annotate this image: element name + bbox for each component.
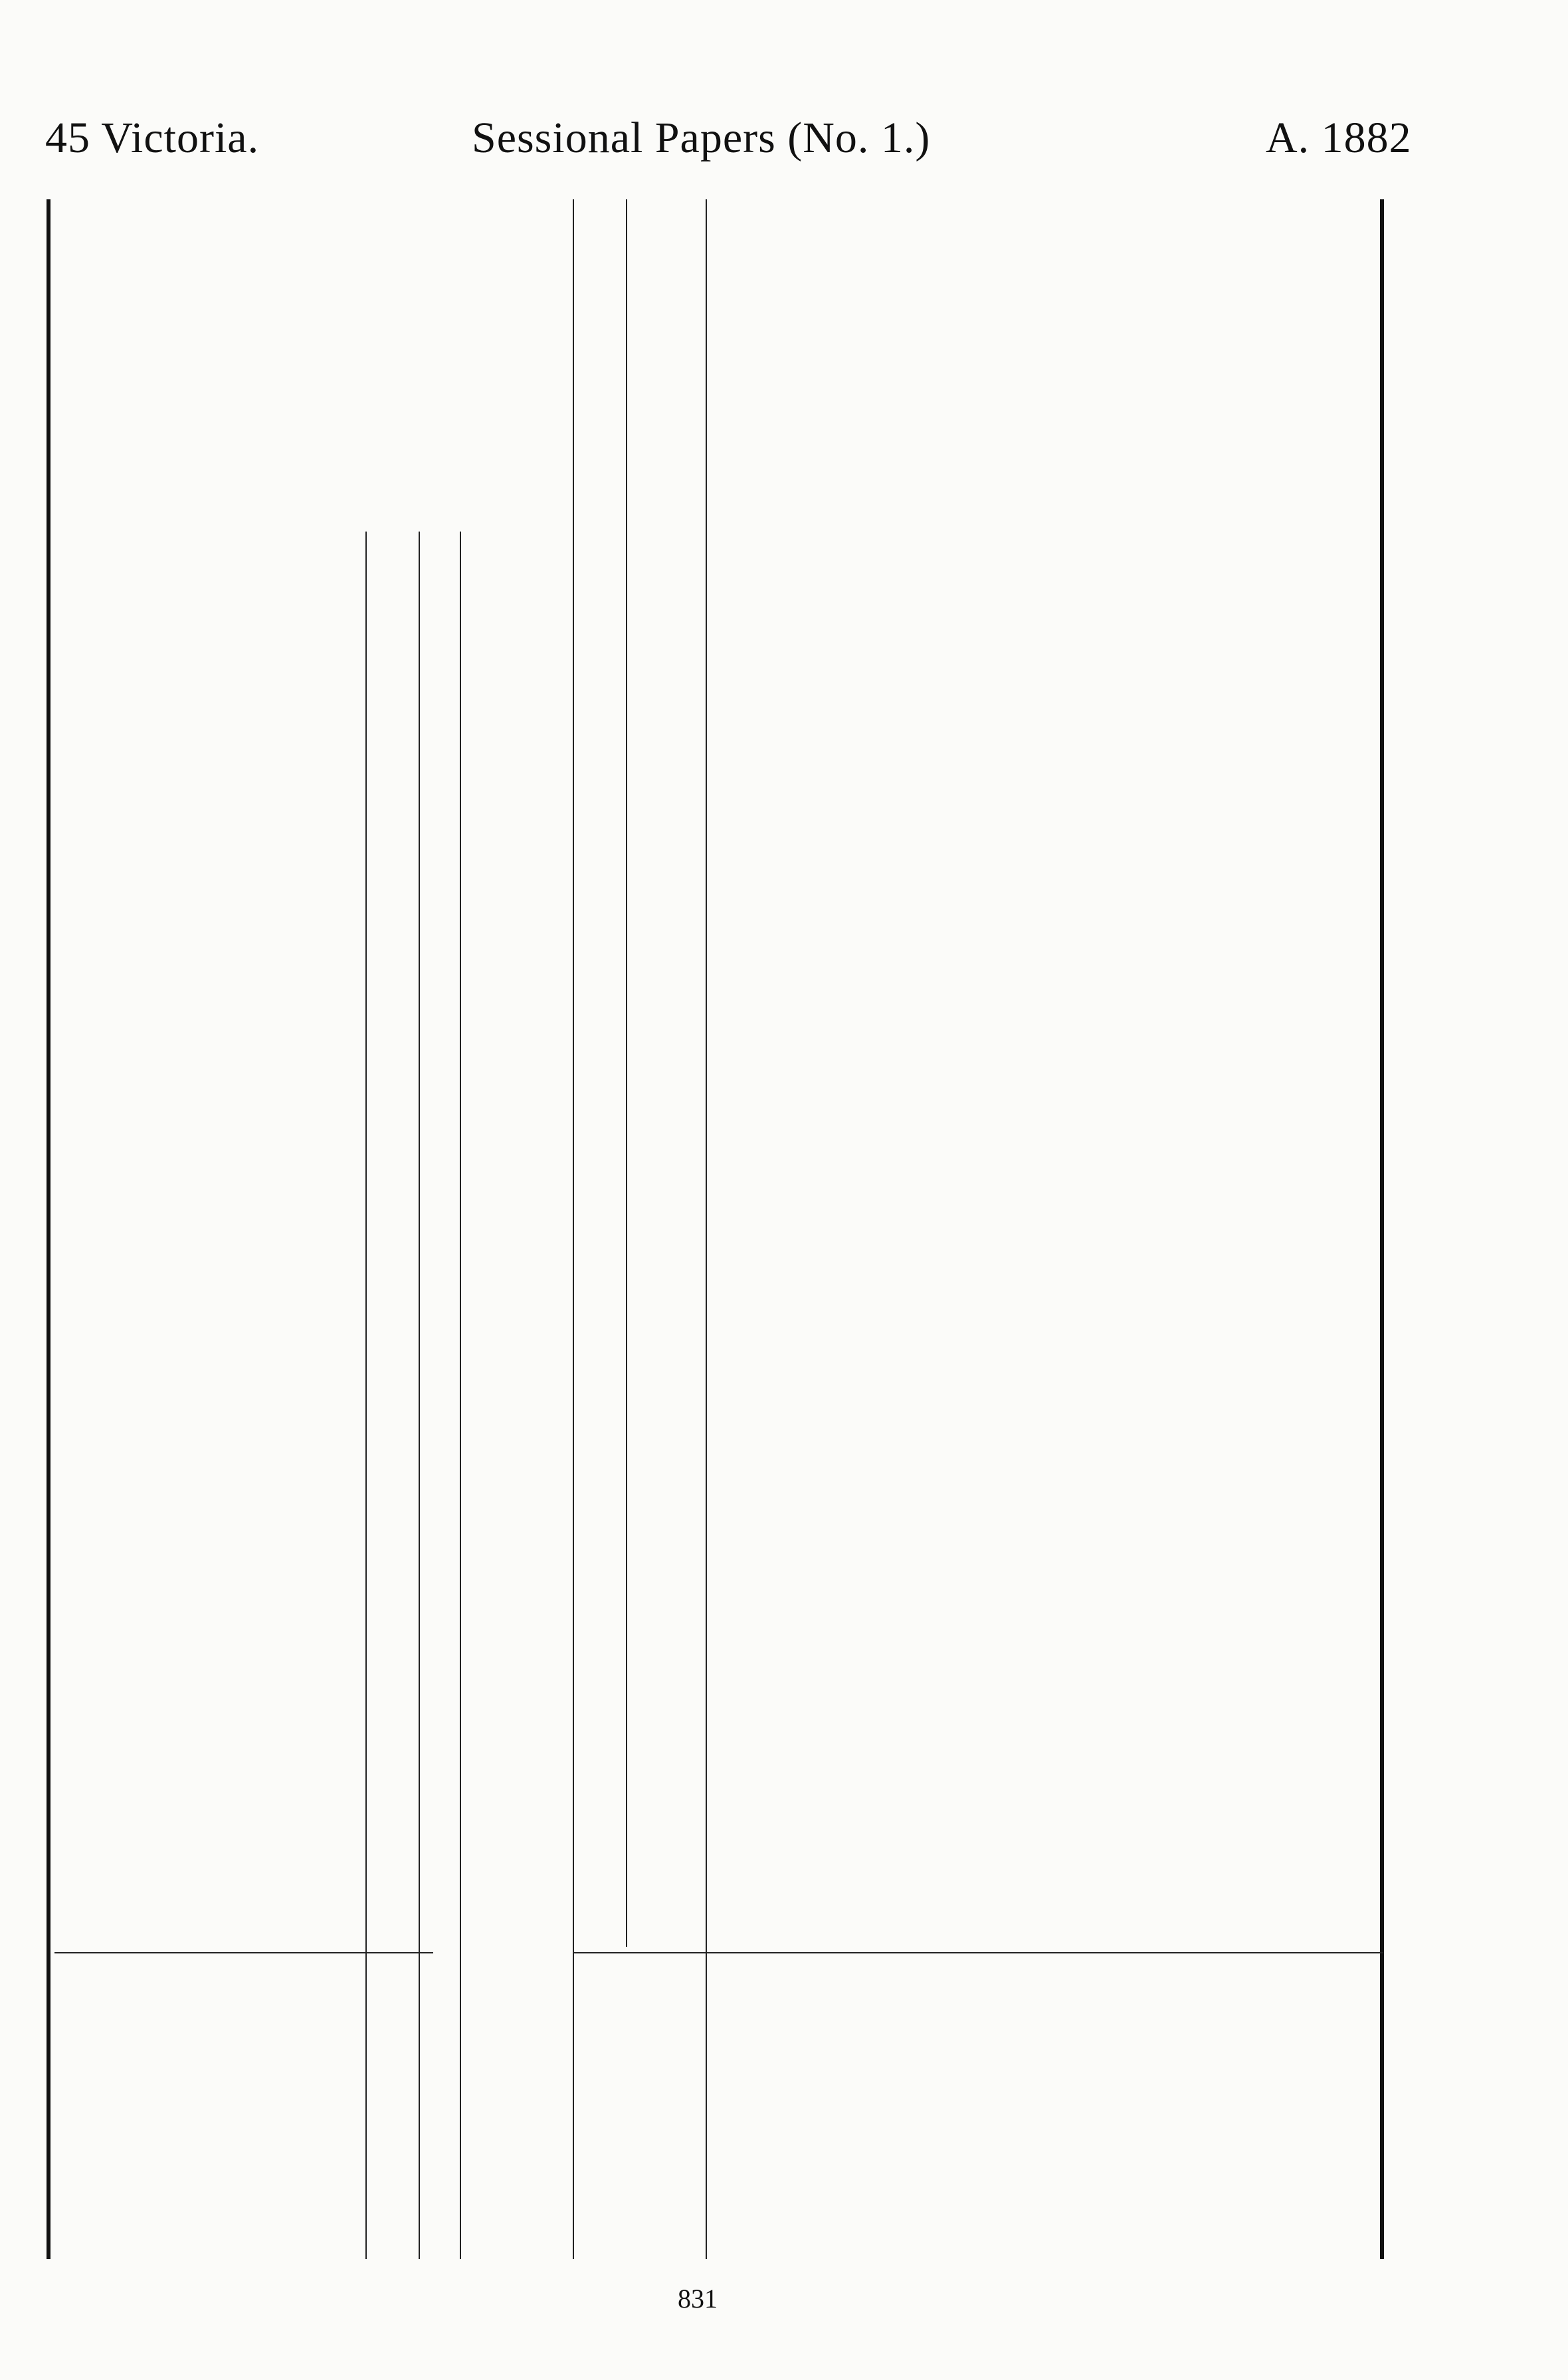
recap-label-rule: [573, 1952, 1383, 1953]
page-folio: 831: [678, 2284, 718, 2314]
total-rule-top: [365, 532, 367, 2259]
rotated-table: [54, 199, 1383, 2259]
header-left: 45 Victoria.: [45, 114, 260, 162]
header-center: Sessional Papers (No. 1.): [472, 114, 931, 162]
total-rule-mid: [419, 532, 420, 2259]
recap-subhead-rule: [706, 199, 707, 2259]
recap-header-rule: [573, 199, 574, 2259]
header-right: A. 1882: [1266, 114, 1412, 162]
table-bottom-rule: [1380, 199, 1384, 2259]
table-top-rule: [47, 199, 50, 2259]
total-rule-bottom: [460, 532, 461, 2259]
port-col-rule: [54, 1952, 433, 1953]
recap-group-rule: [626, 199, 627, 1947]
